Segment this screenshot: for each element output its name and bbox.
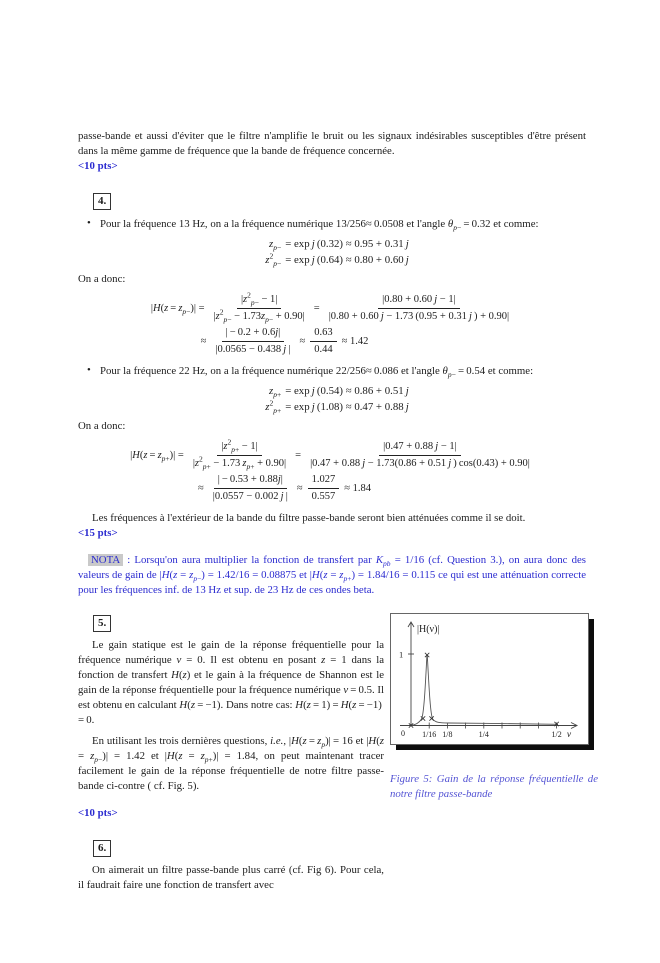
q6-paragraph: On aimerait un filtre passe-bande plus carré (cf. Fig 6). Pour cela, il faudrait faire une fonction de transfert avec	[78, 864, 384, 891]
figure-5-plot	[390, 613, 596, 752]
question-4-row	[93, 193, 586, 210]
eq-lhs: $z^2_{p-}$	[265, 250, 282, 268]
on-a-donc-1: On a donc:	[78, 273, 126, 285]
fraction: $\frac{| - 0.2 + 0.6j|}{|0.0565 - 0.438 j |}$	[215, 327, 291, 355]
points-marker-10a: <10 pts>	[78, 160, 118, 172]
fraction: $\frac{|z^2_{p-} - 1|}{|z^2_{p-} - 1.73z_{p-} + 0.90|}$	[213, 290, 305, 325]
question-6-row	[93, 840, 384, 857]
fraction: $\frac{1.027}{0.557}$	[308, 473, 340, 503]
y-tick-label-1: 1	[399, 649, 404, 660]
fraction: $\frac{| - 0.53 + 0.88j|}{|0.0557 - 0.002 j |}$	[212, 474, 288, 502]
bullet-icon: •	[87, 217, 91, 229]
eq-result: ≈ 1.84	[344, 482, 371, 494]
bullet-13hz-text: Pour la fréquence 13 Hz, on a la fréquence numérique 13/256≈ 0.0508 et l'angle $\theta_{p-} = 0.32$ et comme:	[100, 218, 539, 233]
approx-sign: ≈	[200, 335, 207, 347]
plot-xlabel: ν	[566, 730, 572, 740]
nota-text: : Lorsqu'on aura multiplier la fonction de transfert par $K_{pb} = 1/16$ (cf. Question 3.), on aura donc des valeurs de gain de $|H(z = z_{p-}) = 1.42/16 = 0.08875$ et $|H(z = z_{p+}) = 1.84/16 = 0.115$ ce qui est une atténuation correcte pour les fréquences inf. de 13 Hz et sup. de 23 Hz de ces ondes beta.	[78, 554, 586, 596]
bullet-item-22hz	[78, 364, 586, 379]
x-tick-label-12: 1/2	[551, 730, 562, 739]
approx-sign: ≈	[198, 482, 204, 494]
equals-sign: =	[313, 302, 320, 314]
question-4-label: 4.	[93, 193, 111, 210]
fraction: $\frac{|0.47 + 0.88 j - 1|}{|0.47 + 0.88 j - 1.73(0.86 + 0.51 j ) \cos(0.43) + 0.90|}$	[310, 441, 530, 469]
eq-rhs: = exp j (0.32) ≈ 0.95 + 0.31 j	[285, 238, 409, 250]
equals-sign: =	[295, 449, 302, 461]
figure-caption: Figure 5: Gain de la réponse fréquentielle de notre filtre passe-bande	[390, 773, 598, 800]
question-6-label: 6.	[93, 840, 111, 857]
eq-lhs: $z_{p+}$	[269, 385, 282, 400]
q5-paragraph-2: En utilisant les trois dernières questions, i.e., $|H(z = z_p)| = 16$ et $|H(z = z_{p-})| = 1.42$ et $|H(z = z_{p+})| = 1.84$, on peut maintenant tracer facilement le gain de la réponse fréquentielle de notre filtre passe-bande ci-contre ( cf. Fig. 5).	[78, 735, 385, 792]
points-marker-10b: <10 pts>	[78, 807, 118, 819]
fraction: $\frac{|0.80 + 0.60 j - 1|}{|0.80 + 0.60 j - 1.73 (0.95 + 0.31 j ) + 0.90|}$	[328, 294, 510, 322]
eq-lhs: $|H(z = z_{p-})|$ =	[150, 302, 205, 316]
left-column	[78, 615, 384, 893]
x-tick-label-0: 0	[401, 729, 405, 738]
eq-result: ≈ 1.42	[341, 335, 369, 347]
nota-tag: NOTA	[88, 554, 123, 566]
approx-sign: ≈	[296, 482, 303, 494]
nota-paragraph	[78, 553, 586, 598]
equation-H-zp-minus	[78, 290, 586, 356]
equation-zp-plus	[78, 384, 586, 415]
eq-lhs: $z_{p-}$	[269, 238, 282, 253]
fraction: $\frac{0.63}{0.44}$	[310, 326, 336, 356]
approx-sign: ≈	[299, 335, 306, 347]
attenuation-paragraph: Les fréquences à l'extérieur de la bande du filtre passe-bande seront bien atténuées comme il se doit.	[92, 512, 526, 524]
points-marker-15: <15 pts>	[78, 527, 118, 539]
equation-H-zp-plus	[78, 437, 586, 503]
eq-rhs: = exp j (1.08) ≈ 0.47 + 0.88 j	[285, 400, 409, 413]
fraction: $\frac{|z^2_{p+} - 1|}{|z^2_{p+} - 1.73 z_{p+} + 0.90|}$	[192, 437, 287, 472]
x-tick-label-18: 1/8	[442, 730, 453, 739]
bullet-item-13hz	[78, 217, 586, 232]
q5-paragraph-1: Le gain statique est le gain de la réponse fréquentielle pour la fréquence numérique ν = 0. Il est obtenu en posant z = 1 dans la fonction de transfert H(z) et le gain à la fréquence de Shannon est le gain de la réponse fréquentielle pour la fréquence numérique ν = 0.5. Il est obtenu en calculant H(z = −1). Dans notre cas: H(z = 1) = H(z = −1) = 0.	[78, 639, 385, 726]
question-5-label: 5.	[93, 615, 111, 632]
intro-paragraph: passe-bande et aussi d'éviter que le filtre n'amplifie le bruit ou les signaux indésirables susceptibles d'être présent dans la même gamme de fréquence que la bande de fréquence concernée.	[78, 130, 586, 157]
content-area	[78, 129, 598, 893]
question-5-row	[93, 615, 384, 632]
eq-rhs: = exp j (0.64) ≈ 0.80 + 0.60 j	[285, 253, 409, 266]
eq-rhs: = exp j (0.54) ≈ 0.86 + 0.51 j	[285, 385, 409, 397]
bullet-22hz-text: Pour la fréquence 22 Hz, on a la fréquence numérique 22/256≈ 0.086 et l'angle $\theta_{p-} = 0.54$ et comme:	[100, 365, 534, 380]
x-tick-label-116: 1/16	[422, 730, 437, 739]
eq-lhs: $|H(z = z_{p+})|$ =	[130, 449, 184, 463]
plot-ylabel: |H(ν)|	[417, 624, 440, 635]
on-a-donc-2: On a donc:	[78, 420, 126, 432]
equation-zp-minus	[78, 237, 586, 268]
eq-lhs: $z^2_{p+}$	[265, 397, 282, 415]
x-tick-label-14: 1/4	[478, 730, 489, 739]
figure-5	[390, 613, 602, 802]
bullet-icon: •	[87, 364, 91, 376]
